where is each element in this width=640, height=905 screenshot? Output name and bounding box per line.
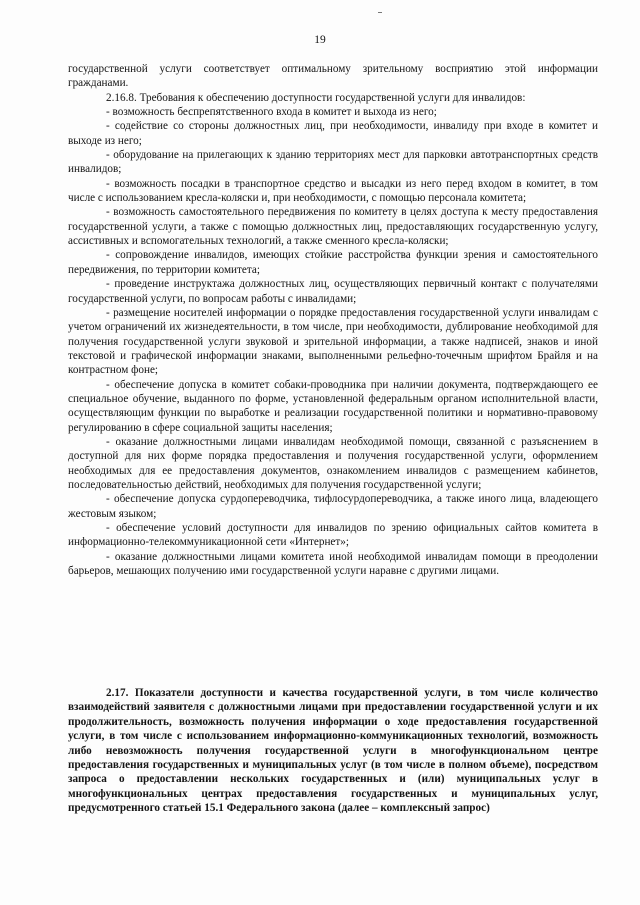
section-heading: 2.17. Показатели доступности и качества государственной услуги, в том числе количество взаимодействий заявителя с должностными лицами при предоставлении государственной услуги и их продолжительность, возможность получения информации о ходе предоставления государственной услуги, в том числе с использованием информационно-коммуникационных технологий, возможность либо невозможность получения государственной услуги в многофункциональном центре предоставления государственных и муниципальных услуг (в том числе в полном объеме), посредством запроса о предоставлении нескольких государственных и (или) муниципальных услуг в многофункциональных центрах предоставления государственных и муниципальных услуг, предусмотренного статьей 15.1 Федерального закона (далее – комплексный запрос) — [68, 687, 598, 815]
list-item: - оказание должностными лицами комитета иной необходимой инвалидам помощи в преодолении барьеров, мешающих получению ими государственной услуги наравне с другими лицами. — [68, 550, 598, 578]
list-item: - возможность беспрепятственного входа в комитет и выхода из него; — [106, 106, 437, 119]
page-number: 19 — [314, 34, 326, 46]
scan-artifact — [378, 12, 382, 13]
list-item: - возможность самостоятельного передвижения по комитету в целях доступа к месту предоставления государственной услуги, а также с помощью должностных лиц, предоставляющих государственную услугу, ассистивных и вспомогательных технологий, а также сменного кресла-коляски; — [68, 206, 598, 248]
paragraph-requirements-heading: 2.16.8. Требования к обеспечению доступности государственной услуги для инвалидов: — [106, 91, 526, 104]
list-item: - размещение носителей информации о порядке предоставления государственной услуги инвалидам с учетом ограничений их жизнедеятельности, в том числе, при необходимости, дублирование необходимой для получения государственной услуги звуковой и зрительной информации, а также надписей, знаков и иной текстовой и графической информации знаками, выполненными рельефно-точечным шрифтом Брайля и на контрастном фоне; — [68, 306, 598, 377]
list-item: - проведение инструктажа должностных лиц, осуществляющих первичный контакт с получателями государственной услуги, по вопросам работы с инвалидами; — [68, 278, 598, 305]
list-item: - сопровождение инвалидов, имеющих стойкие расстройства функции зрения и самостоятельного передвижения, по территории комитета; — [68, 249, 598, 276]
list-item: - возможность посадки в транспортное средство и высадки из него перед входом в комитет, в том числе с использованием кресла-коляски и, при необходимости, с помощью персонала комитета; — [68, 177, 598, 205]
list-item: - обеспечение допуска сурдопереводчика, тифлосурдопереводчика, а также иного лица, владеющего жестовым языком; — [68, 493, 598, 520]
paragraph-continuation: государственной услуги соответствует оптимальному зрительному восприятию этой информации гражданами. — [68, 63, 598, 90]
list-item: - содействие со стороны должностных лиц, при необходимости, инвалиду при входе в комитет и выходе из него; — [68, 120, 598, 147]
body-text — [68, 62, 598, 578]
list-item: - обеспечение условий доступности для инвалидов по зрению официальных сайтов комитета в информационно-телекоммуникационной сети «Интернет»; — [68, 522, 598, 549]
list-item: - обеспечение допуска в комитет собаки-проводника при наличии документа, подтверждающего ее специальное обучение, выданного по форме, установленной федеральным органом исполнительной власти, осуществляющим функции по выработке и реализации государственной политики и нормативно-правовому регулированию в сфере социальной защиты населения; — [68, 378, 598, 434]
list-item: - оказание должностными лицами инвалидам необходимой помощи, связанной с разъяснением в доступной для них форме порядка предоставления и получения государственной услуги, оформлением необходимых для ее предоставления документов, ознакомлением инвалидов с размещением кабинетов, последовательностью действий, необходимых для получения государственной услуги; — [68, 435, 598, 491]
section-2-17 — [68, 686, 598, 816]
list-item: - оборудование на прилегающих к зданию территориях мест для парковки автотранспортных средств инвалидов; — [68, 149, 598, 176]
